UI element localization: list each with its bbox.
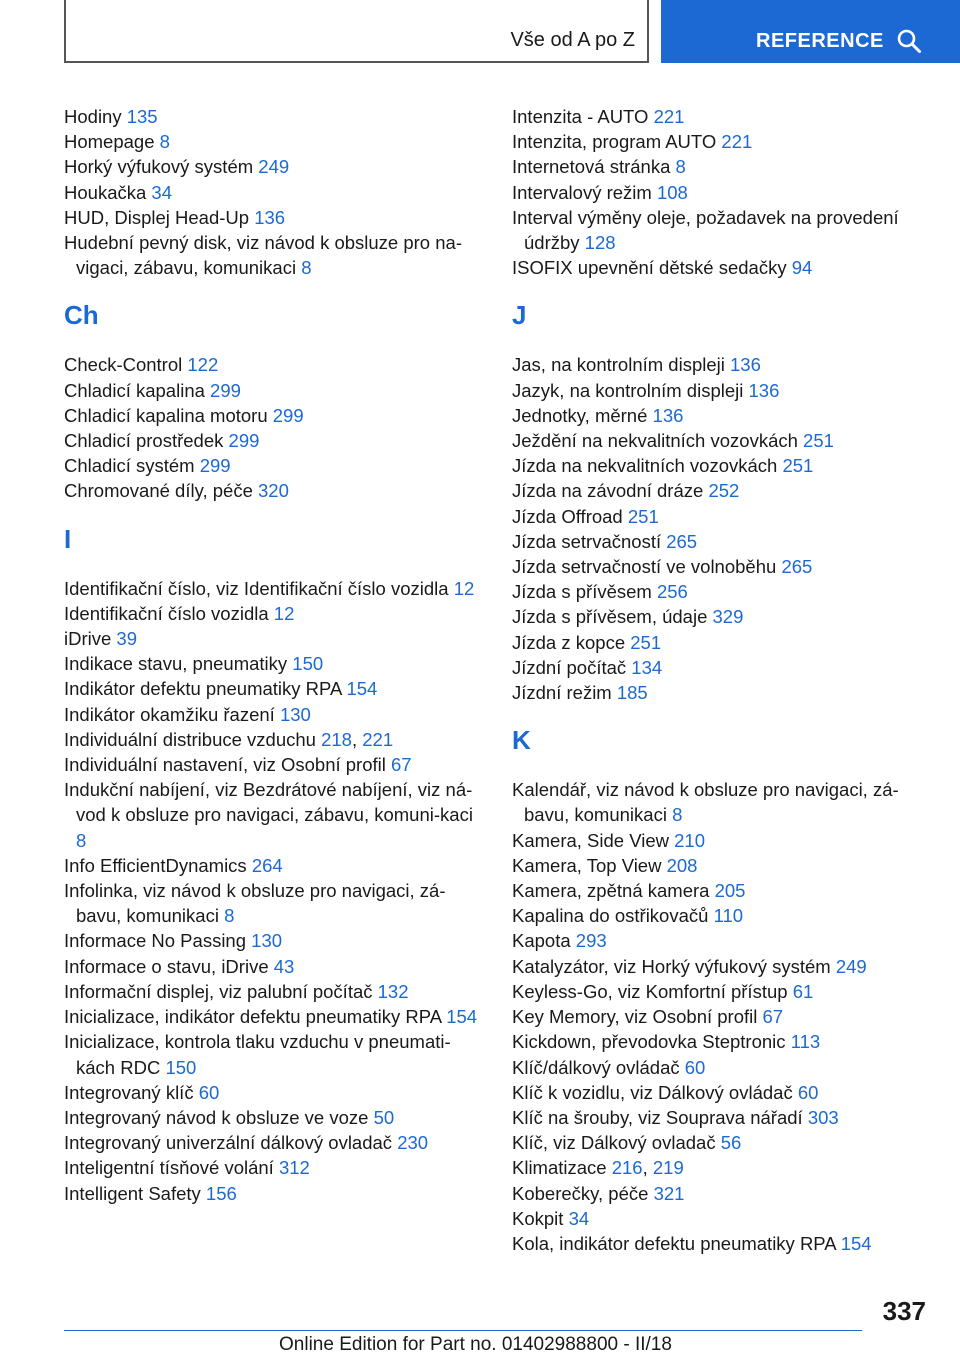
- page-reference-link[interactable]: 251: [630, 631, 662, 653]
- index-letter-heading: Ch: [64, 300, 99, 331]
- page-reference-link[interactable]: 264: [251, 854, 283, 876]
- page-reference-link[interactable]: 94: [791, 257, 813, 279]
- index-entry-text: Homepage: [64, 131, 160, 153]
- index-entry: [512, 1055, 937, 1080]
- index-entry: [512, 777, 937, 827]
- page-reference-link[interactable]: 321: [653, 1182, 685, 1204]
- index-letter-heading: I: [64, 523, 72, 554]
- index-entry-text: Intenzita - AUTO: [512, 106, 654, 127]
- index-entry-text: Klíč na šrouby, viz Souprava nářadí: [512, 1106, 808, 1128]
- index-entry: [512, 1231, 937, 1256]
- page-reference-link[interactable]: 130: [251, 930, 283, 952]
- index-entry: [512, 478, 937, 503]
- page-reference-link[interactable]: 50: [373, 1106, 395, 1128]
- index-entry-text: Chladicí kapalina motoru: [64, 404, 273, 426]
- index-letter-heading: K: [512, 725, 531, 756]
- search-icon[interactable]: [896, 28, 922, 54]
- page-reference-link[interactable]: 320: [258, 480, 289, 502]
- page-reference-link[interactable]: 113: [790, 1031, 821, 1053]
- index-entry: [64, 1029, 484, 1079]
- index-entry-text: Jízda Offroad: [512, 505, 628, 527]
- index-entry: [512, 878, 937, 903]
- index-entry-text: Chladicí systém: [64, 455, 200, 477]
- page-reference-link[interactable]: 154: [446, 1006, 478, 1028]
- index-entry-text: Chladicí kapalina: [64, 379, 211, 401]
- index-entry: [512, 453, 937, 478]
- page-reference-link[interactable]: 221: [721, 131, 753, 153]
- page-reference-link[interactable]: 34: [151, 181, 172, 203]
- page-reference-link[interactable]: 8: [672, 804, 683, 826]
- index-entry: [512, 352, 937, 377]
- index-entry-text: Jas, na kontrolním displeji: [512, 354, 730, 376]
- page-reference-link[interactable]: 251: [803, 430, 834, 452]
- page-reference-link[interactable]: 134: [631, 656, 663, 678]
- index-entry-text: Identifikační číslo vozidla: [64, 602, 274, 624]
- index-entry: [64, 878, 484, 928]
- page-reference-link[interactable]: 208: [666, 854, 698, 876]
- index-entry: [512, 255, 937, 280]
- page-reference-link[interactable]: 122: [187, 354, 219, 376]
- index-entry-text: Jednotky, měrné: [512, 404, 653, 426]
- index-entry: [512, 428, 937, 453]
- index-entry-text: Inicializace, indikátor defektu pneumatiky RPA: [64, 1006, 447, 1028]
- page-reference-link[interactable]: 150: [292, 653, 324, 675]
- index-entry: [512, 1080, 937, 1105]
- page-reference-link[interactable]: 12: [453, 577, 475, 599]
- index-entry: [512, 529, 937, 554]
- page-reference-link[interactable]: 299: [210, 379, 241, 401]
- index-entry-text: Kamera, zpětná kamera: [512, 880, 715, 902]
- page-reference-link[interactable]: 216: [611, 1157, 643, 1179]
- index-entry: Klimatizace 216, 219: [512, 1157, 684, 1179]
- index-entry-text: Indikátor defektu pneumatiky RPA: [64, 678, 347, 700]
- index-entry: [512, 129, 937, 154]
- index-entry-text: Horký výfukový systém: [64, 156, 259, 178]
- page-reference-link[interactable]: 230: [397, 1132, 429, 1154]
- index-entry-text: Kapota: [512, 930, 576, 952]
- index-entry-text: Hodiny: [64, 106, 127, 127]
- index-entry: [512, 403, 937, 428]
- page-reference-link[interactable]: 67: [762, 1006, 784, 1028]
- index-entry: [64, 205, 484, 230]
- page-reference-link[interactable]: 249: [835, 955, 867, 977]
- page-reference-link[interactable]: 150: [165, 1056, 197, 1078]
- edition-text: Online Edition for Part no. 01402988800 - II/18: [279, 1334, 672, 1355]
- index-entry-text: Individuální nastavení, viz Osobní profil: [64, 754, 392, 776]
- index-entry-text: Check-Control: [64, 354, 188, 376]
- index-entry-text: Jízdní počítač: [512, 656, 632, 678]
- index-entry-text: Interval výměny oleje, požadavek na provedení údržby: [512, 206, 899, 254]
- index-entry-text: Jízda setrvačností ve volnoběhu: [512, 556, 782, 578]
- page-reference-link[interactable]: 8: [675, 156, 686, 178]
- page-reference-link[interactable]: 60: [684, 1056, 706, 1078]
- index-entry-text: Jízda na závodní dráze: [512, 480, 709, 502]
- index-entry-text: Indikace stavu, pneumatiky: [64, 653, 293, 675]
- index-entry: [64, 702, 484, 727]
- index-entry: [512, 504, 937, 529]
- index-entry-text: Informační displej, viz palubní počítač: [64, 980, 378, 1002]
- reference-tab[interactable]: [661, 0, 960, 63]
- page-reference-link[interactable]: 130: [279, 703, 311, 725]
- page-reference-link[interactable]: 60: [198, 1081, 220, 1103]
- index-entry-text: Houkačka: [64, 181, 152, 203]
- index-entry: [512, 1105, 937, 1130]
- index-entry: [512, 655, 937, 680]
- index-entry-text: Infolinka, viz návod k obsluze pro navigaci, zá-bavu, komunikaci: [64, 880, 446, 927]
- index-entry: [512, 205, 937, 255]
- index-entry: [512, 180, 937, 205]
- index-entry: Individuální distribuce vzduchu 218, 221: [64, 728, 394, 750]
- page-reference-link[interactable]: 108: [656, 181, 688, 203]
- index-entry: [512, 853, 937, 878]
- index-entry: [64, 928, 484, 953]
- index-entry: [64, 352, 484, 377]
- index-entry: [512, 954, 937, 979]
- page-reference-link[interactable]: 8: [76, 829, 87, 851]
- index-entry: [64, 428, 484, 453]
- index-entry-text: Kapalina do ostřikovačů: [512, 905, 714, 927]
- page-reference-link[interactable]: 210: [674, 829, 706, 851]
- index-entry: [512, 1206, 937, 1231]
- index-entry-text: Klíč, viz Dálkový ovladač: [512, 1132, 721, 1154]
- page-reference-link[interactable]: 60: [797, 1081, 819, 1103]
- index-entry-text: Inteligentní tísňové volání: [64, 1157, 279, 1179]
- index-entry: [64, 180, 484, 205]
- index-entry-text: Jízda s přívěsem, údaje: [512, 606, 713, 628]
- index-entry: [64, 1080, 484, 1105]
- page-reference-link[interactable]: 110: [713, 905, 744, 927]
- page-reference-link[interactable]: 156: [205, 1182, 237, 1204]
- page-reference-link[interactable]: 251: [782, 455, 814, 477]
- page-reference-link[interactable]: 154: [346, 678, 378, 700]
- index-entry-text: Intelligent Safety: [64, 1182, 206, 1204]
- index-entry-text: Kola, indikátor defektu pneumatiky RPA: [512, 1232, 841, 1254]
- page-reference-link[interactable]: 8: [224, 905, 235, 927]
- index-entry: [512, 828, 937, 853]
- page-reference-link[interactable]: 8: [301, 257, 312, 279]
- index-entry: [64, 954, 484, 979]
- index-entry: [64, 576, 484, 601]
- page-reference-link[interactable]: 136: [730, 354, 761, 376]
- index-entry: [512, 378, 937, 403]
- page-reference-link[interactable]: 8: [159, 131, 170, 153]
- index-entry: [512, 979, 937, 1004]
- page-reference-link[interactable]: 299: [228, 430, 260, 452]
- index-entry: [64, 777, 484, 853]
- page-reference-link[interactable]: 293: [575, 930, 607, 952]
- index-entry-text: Jízda setrvačností: [512, 530, 667, 552]
- footer-divider: [64, 1330, 862, 1331]
- index-entry-text: Key Memory, viz Osobní profil: [512, 1006, 763, 1028]
- header-section-box: [64, 0, 649, 63]
- page-reference-link[interactable]: 34: [568, 1207, 590, 1229]
- index-entry: [512, 1181, 937, 1206]
- page-reference-link[interactable]: 12: [273, 602, 295, 624]
- page-reference-link[interactable]: 265: [666, 530, 698, 552]
- page-reference-link[interactable]: 299: [199, 455, 231, 477]
- index-letter-heading: J: [512, 300, 527, 331]
- index-entry: [64, 1155, 484, 1180]
- index-entry-text: Integrovaný klíč: [64, 1081, 199, 1103]
- index-entry: [64, 853, 484, 878]
- index-entry-text: Chromované díly, péče: [64, 480, 259, 502]
- index-entry-text: Kickdown, převodovka Steptronic: [512, 1031, 791, 1053]
- page-reference-link[interactable]: 299: [272, 404, 304, 426]
- page-reference-link[interactable]: 221: [653, 106, 685, 127]
- index-entry-text: Info EfficientDynamics: [64, 854, 252, 876]
- page-reference-link[interactable]: 329: [712, 606, 744, 628]
- index-column-left: [64, 104, 484, 1206]
- index-entry-text: Individuální distribuce vzduchu: [64, 728, 322, 750]
- page-reference-link[interactable]: 136: [748, 379, 780, 401]
- page-reference-link[interactable]: 205: [714, 880, 746, 902]
- index-entry-text: Informace No Passing: [64, 930, 252, 952]
- index-entry: [512, 1004, 937, 1029]
- index-entry: [512, 154, 937, 179]
- index-entry: [512, 104, 937, 129]
- page-reference-link[interactable]: 221: [362, 728, 394, 750]
- index-entry-text: Jízda z kopce: [512, 631, 631, 653]
- index-entry-text: Kamera, Side View: [512, 829, 675, 851]
- index-entry-text: Koberečky, péče: [512, 1182, 654, 1204]
- index-entry: [64, 1130, 484, 1155]
- index-entry-text: Hudební pevný disk, viz návod k obsluze pro na-vigaci, zábavu, komunikaci: [64, 232, 462, 279]
- index-entry: [64, 129, 484, 154]
- page-reference-link[interactable]: 39: [116, 628, 137, 650]
- page-reference-link[interactable]: 128: [584, 232, 616, 254]
- index-entry: [64, 979, 484, 1004]
- page-reference-link[interactable]: 67: [391, 754, 412, 776]
- page-reference-link[interactable]: 218: [321, 728, 352, 750]
- index-entry: [64, 478, 484, 503]
- index-entry: [64, 1181, 484, 1206]
- index-entry: [512, 680, 937, 705]
- index-entry-text: HUD, Displej Head-Up: [64, 206, 255, 228]
- index-entry-text: Integrovaný návod k obsluze ve voze: [64, 1106, 374, 1128]
- index-entry-text: Klíč k vozidlu, viz Dálkový ovládač: [512, 1081, 798, 1103]
- index-column-right: [512, 104, 937, 1256]
- index-entry-text: Intervalový režim: [512, 181, 657, 203]
- page-reference-link[interactable]: 135: [126, 106, 158, 127]
- page-reference-link[interactable]: 312: [278, 1157, 310, 1179]
- page-reference-link[interactable]: 252: [708, 480, 740, 502]
- page-reference-link[interactable]: 185: [616, 682, 648, 704]
- index-entry-text: Identifikační číslo, viz Identifikační číslo vozidla: [64, 577, 454, 599]
- index-entry-text: iDrive: [64, 628, 117, 650]
- index-entry: [64, 601, 484, 626]
- index-entry-text: Jízda na nekvalitních vozovkách: [512, 455, 783, 477]
- index-entry: [512, 903, 937, 928]
- index-entry-text: Jízdní režim: [512, 682, 617, 704]
- index-entry: [512, 1029, 937, 1054]
- index-entry: [512, 579, 937, 604]
- index-entry-text: Kamera, Top View: [512, 854, 667, 876]
- index-entry: [64, 378, 484, 403]
- page-reference-link[interactable]: 136: [254, 206, 286, 228]
- index-entry-text: Intenzita, program AUTO: [512, 131, 722, 153]
- index-entry: [512, 928, 937, 953]
- page-reference-link[interactable]: 265: [781, 556, 813, 578]
- index-entry-text: Jazyk, na kontrolním displeji: [512, 379, 749, 401]
- reference-label: REFERENCE: [756, 30, 884, 52]
- index-entry: [64, 453, 484, 478]
- index-entry: [64, 676, 484, 701]
- index-entry-text: Katalyzátor, viz Horký výfukový systém: [512, 955, 836, 977]
- index-entry: [64, 626, 484, 651]
- index-entry: [512, 604, 937, 629]
- index-entry: [64, 230, 484, 280]
- index-entry: [64, 1105, 484, 1130]
- index-entry-text: Indikátor okamžiku řazení: [64, 703, 280, 725]
- page-reference-link[interactable]: 219: [652, 1157, 684, 1179]
- index-entry-text: Kalendář, viz návod k obsluze pro navigaci, zá-bavu, komunikaci: [512, 779, 899, 826]
- index-entry-text: Klimatizace: [512, 1157, 612, 1179]
- index-entry-text: Informace o stavu, iDrive: [64, 955, 274, 977]
- index-entry: [512, 630, 937, 655]
- index-entry: [64, 752, 484, 777]
- page-reference-link[interactable]: 256: [656, 581, 688, 603]
- index-entry-text: Jízda s přívěsem: [512, 581, 657, 603]
- index-entry-text: Kokpit: [512, 1207, 569, 1229]
- page-number: 337: [882, 1296, 926, 1326]
- index-entry-text: Integrovaný univerzální dálkový ovladač: [64, 1132, 398, 1154]
- page-reference-link[interactable]: 251: [627, 505, 659, 527]
- index-entry: [512, 1130, 937, 1155]
- index-entry: [64, 104, 484, 129]
- index-entry-text: Chladicí prostředek: [64, 430, 229, 452]
- page-reference-link[interactable]: 61: [792, 980, 814, 1002]
- page-reference-link[interactable]: 43: [273, 955, 295, 977]
- index-entry: [512, 554, 937, 579]
- index-entry-text: ISOFIX upevnění dětské sedačky: [512, 257, 792, 279]
- page-reference-link[interactable]: 154: [840, 1232, 872, 1254]
- index-entry: [64, 403, 484, 428]
- index-entry: [64, 651, 484, 676]
- index-entry-text: Internetová stránka: [512, 156, 676, 178]
- index-entry-text: Keyless-Go, viz Komfortní přístup: [512, 980, 793, 1002]
- section-title: Vše od A po Z: [510, 29, 635, 51]
- page-reference-link[interactable]: 132: [377, 980, 409, 1002]
- page-reference-link[interactable]: 249: [258, 156, 290, 178]
- index-entry-text: Klíč/dálkový ovládač: [512, 1056, 685, 1078]
- index-entry-text: Inicializace, kontrola tlaku vzduchu v pneumati-kách RDC: [64, 1031, 451, 1078]
- page-reference-link[interactable]: 303: [807, 1106, 839, 1128]
- index-entry-text: Indukční nabíjení, viz Bezdrátové nabíjení, viz ná-vod k obsluze pro navigaci, zábavu, komuni-kaci: [64, 779, 473, 826]
- index-entry-text: Ježdění na nekvalitních vozovkách: [512, 430, 804, 452]
- index-entry: [64, 154, 484, 179]
- page-reference-link[interactable]: 56: [720, 1132, 742, 1154]
- index-entry: [64, 1004, 484, 1029]
- page-reference-link[interactable]: 136: [652, 404, 684, 426]
